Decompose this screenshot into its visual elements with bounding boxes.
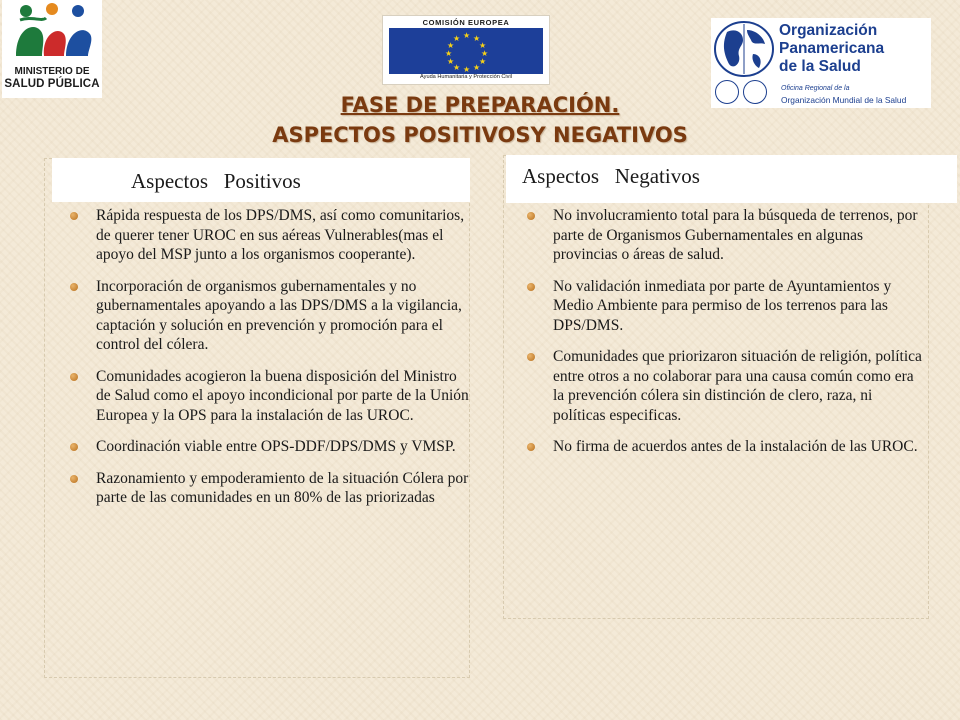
svg-text:★: ★ [479,41,487,50]
ops-name-line: Organización [779,22,878,39]
ops-logo-subtitle1: Oficina Regional de la [781,85,850,92]
list-item: No involucramiento total para la búsqueda de terrenos, por parte de Organismos Gubernamentales en algunas provincias o áreas de salud. [527,206,927,265]
svg-text:★: ★ [463,65,471,74]
ops-name-line: Panamericana [779,40,885,57]
eu-flag-icon [389,28,543,74]
list-item: No validación inmediata por parte de Ayuntamientos y Medio Ambiente para permiso de los terrenos para las DPS/DMS. [527,277,927,336]
slide-title: FASE DE PREPARACIÓN. [340,93,620,117]
msp-logo-line1: MINISTERIO DE [14,66,90,77]
ops-logo-subtitle2: Organización Mundial de la Salud [781,95,907,105]
list-item: Incorporación de organismos gubernamentales y no gubernamentales apoyando a las DPS/DMS a la vigilancia, captación y solución en prevención y promoción para el control del cólera. [70,277,470,355]
ops-name-line: de la Salud [779,58,861,75]
slide-subtitle: ASPECTOS POSITIVOSY NEGATIVOS [272,123,688,147]
msp-logo [2,0,102,98]
eu-logo-subtitle: Ayuda Humanitaria y Protección Civil [420,74,512,80]
svg-text:★: ★ [481,49,489,58]
svg-text:★: ★ [447,41,455,50]
svg-text:★: ★ [453,63,461,72]
svg-text:★: ★ [445,49,453,58]
list-item: Comunidades acogieron la buena disposición del Ministro de Salud como el apoyo incondicional por parte de la Unión Europea y la OPS para la instalación de las UROC. [70,367,470,426]
ops-logo-name [779,22,929,76]
svg-text:★: ★ [479,57,487,66]
eu-logo-title: COMISIÓN EUROPEA [422,18,510,27]
svg-text:★: ★ [463,31,471,40]
list-item: Comunidades que priorizaron situación de religión, política entre otros a no colaborar para una causa común como era la prevención cólera sin distinción de clero, raza, ni políticas especificas. [527,347,927,425]
positive-header-label: Aspectos Positivos [131,169,301,193]
ops-globe-icon [713,20,775,78]
negative-header [506,155,957,203]
list-item: Razonamiento y empoderamiento de la situación Cólera por parte de las comunidades en un 80% de las priorizadas [70,469,470,508]
svg-text:★: ★ [473,34,481,43]
positive-list [70,206,470,520]
svg-text:★: ★ [453,34,461,43]
svg-text:★: ★ [473,63,481,72]
list-item: Rápida respuesta de los DPS/DMS, así como comunitarios, de querer tener UROC en sus aéreas Vulnerables(mas el apoyo del MSP junto a los organismos cooperante). [70,206,470,265]
msp-logo-line2: SALUD PÚBLICA [4,78,100,90]
eu-logo [382,15,550,85]
msp-people-icon [2,0,102,66]
svg-text:★: ★ [447,57,455,66]
positive-header [52,158,470,202]
negative-header-label: Aspectos Negativos [522,164,700,188]
list-item: Coordinación viable entre OPS-DDF/DPS/DMS y VMSP. [70,437,470,457]
list-item: No firma de acuerdos antes de la instalación de las UROC. [527,437,927,457]
negative-list [527,206,927,469]
